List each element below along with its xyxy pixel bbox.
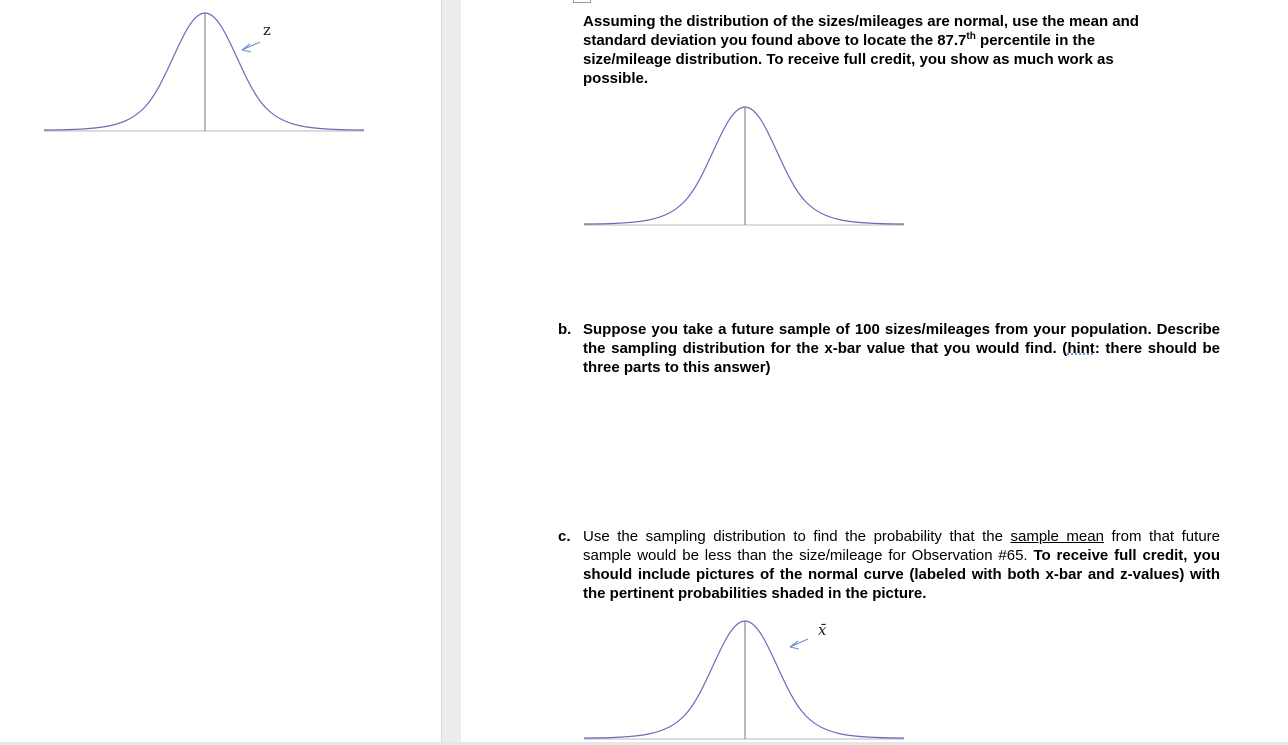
page-corner-mark xyxy=(573,0,591,3)
normal-curve-xbar xyxy=(584,616,906,742)
bell-curve xyxy=(44,13,364,130)
normal-curve-z xyxy=(44,8,366,134)
bell-curve xyxy=(584,621,904,738)
intro-line-1: Assuming the distribution of the sizes/mileages are normal, use the mean and xyxy=(583,13,1139,30)
sample-mean-underlined: sample mean xyxy=(1010,528,1104,545)
xbar-label: x̄ xyxy=(818,621,827,639)
part-c-text: Use the sampling distribution to find the probability that the sample mean from that future sample would be less than the size/mileage for Observation #65. To receive full credit, you should include pictures of the normal curve (labeled with both x-bar and z-values) with the pertinent probabilities shaded in the picture. xyxy=(583,528,1220,602)
part-c-marker: c. xyxy=(558,528,571,545)
arrow-icon xyxy=(790,639,808,649)
normal-curve-percentile xyxy=(584,102,906,228)
part-b-text: Suppose you take a future sample of 100 sizes/mileages from your population. Describe the sampling distribution for the x-bar value that you would find. (hint: there should be three parts to this answer) xyxy=(583,321,1221,376)
intro-line-2: standard deviation you found above to locate the 87.7th percentile in the xyxy=(583,31,1096,49)
intro-paragraph xyxy=(583,12,1203,88)
bell-curve xyxy=(584,107,904,224)
intro-line-4: possible. xyxy=(583,70,649,87)
part-b-marker: b. xyxy=(558,321,572,338)
z-label: z xyxy=(263,21,271,39)
part-c-bold-instructions: To receive full credit, you should include pictures of the normal curve (labeled with both x-bar and z-values) with the pertinent probabilities shaded in the picture. xyxy=(583,547,1220,602)
page-gutter xyxy=(441,0,462,745)
hint-link[interactable]: hint xyxy=(1067,340,1095,357)
intro-line-3: size/mileage distribution. To receive full credit, you show as much work as xyxy=(583,51,1114,68)
arrow-icon xyxy=(242,42,260,52)
